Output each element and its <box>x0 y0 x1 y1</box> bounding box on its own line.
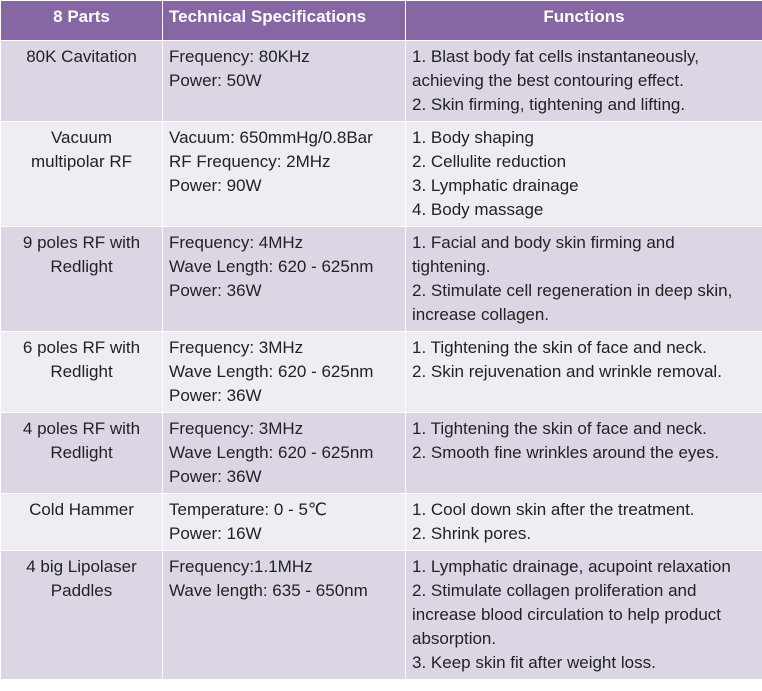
spec-line: Power: 16W <box>169 524 262 543</box>
spec-line: Power: 36W <box>169 467 262 486</box>
part-cell <box>1 413 163 494</box>
table-row <box>1 494 762 551</box>
functions-cell <box>406 41 762 122</box>
functions-cell <box>406 551 762 680</box>
specs-cell <box>163 494 406 551</box>
spec-line: Frequency: 80KHz <box>169 47 310 66</box>
table-row <box>1 551 762 680</box>
specs-cell <box>163 332 406 413</box>
function-line: 1. Cool down skin after the treatment. <box>412 500 695 519</box>
part-cell <box>1 227 163 332</box>
part-cell <box>1 122 163 227</box>
header-specs: Technical Specifications <box>163 1 406 41</box>
functions-cell <box>406 494 762 551</box>
part-line: 80K Cavitation <box>26 47 137 66</box>
function-line: 2. Skin firming, tightening and lifting. <box>412 95 686 114</box>
functions-cell <box>406 227 762 332</box>
spec-line: Power: 36W <box>169 281 262 300</box>
part-cell <box>1 494 163 551</box>
functions-cell <box>406 332 762 413</box>
function-line: 1. Body shaping <box>412 128 534 147</box>
spec-line: Power: 50W <box>169 71 262 90</box>
part-line: Paddles <box>50 581 113 600</box>
part-line: 9 poles RF with <box>22 233 141 252</box>
specs-cell <box>163 551 406 680</box>
spec-line: Frequency:1.1MHz <box>169 557 313 576</box>
part-cell <box>1 41 163 122</box>
function-line: 2. Cellulite reduction <box>412 152 567 171</box>
table-row <box>1 332 762 413</box>
function-line: 2. Stimulate cell regeneration in deep skin, increase collagen. <box>412 281 733 324</box>
part-cell <box>1 332 163 413</box>
specs-cell <box>163 227 406 332</box>
function-line: 2. Shrink pores. <box>412 524 532 543</box>
table-row <box>1 227 762 332</box>
spec-line: RF Frequency: 2MHz <box>169 152 331 171</box>
spec-line: Wave Length: 620 - 625nm <box>169 257 374 276</box>
function-line: 2. Stimulate collagen proliferation and increase blood circulation to help product absorption. <box>412 581 722 648</box>
function-line: 1. Tightening the skin of face and neck. <box>412 338 707 357</box>
table-row <box>1 413 762 494</box>
table-row <box>1 122 762 227</box>
table-row <box>1 41 762 122</box>
spec-line: Temperature: 0 - 5℃ <box>169 500 327 519</box>
spec-line: Frequency: 4MHz <box>169 233 304 252</box>
function-line: 1. Lymphatic drainage, acupoint relaxation <box>412 557 731 576</box>
part-line: 4 big Lipolaser <box>26 557 137 576</box>
specs-cell <box>163 413 406 494</box>
part-line: Redlight <box>50 257 113 276</box>
part-line: Vacuum <box>50 128 113 147</box>
specs-cell <box>163 122 406 227</box>
spec-line: Frequency: 3MHz <box>169 419 304 438</box>
function-line: 2. Skin rejuvenation and wrinkle removal. <box>412 362 722 381</box>
functions-cell <box>406 413 762 494</box>
spec-line: Power: 36W <box>169 386 262 405</box>
part-line: Redlight <box>50 362 113 381</box>
specs-cell <box>163 41 406 122</box>
function-line: 1. Tightening the skin of face and neck. <box>412 419 707 438</box>
part-line: Redlight <box>50 443 113 462</box>
spec-line: Wave Length: 620 - 625nm <box>169 443 374 462</box>
function-line: 3. Lymphatic drainage <box>412 176 579 195</box>
header-functions: Functions <box>406 1 762 41</box>
function-line: 3. Keep skin fit after weight loss. <box>412 653 656 672</box>
function-line: 1. Facial and body skin firming and tightening. <box>412 233 675 276</box>
function-line: 4. Body massage <box>412 200 544 219</box>
header-parts: 8 Parts <box>1 1 163 41</box>
spec-line: Wave Length: 620 - 625nm <box>169 362 374 381</box>
part-line: 6 poles RF with <box>22 338 141 357</box>
part-line: 4 poles RF with <box>22 419 141 438</box>
spec-line: Frequency: 3MHz <box>169 338 304 357</box>
header-row <box>1 1 762 41</box>
spec-line: Power: 90W <box>169 176 262 195</box>
spec-line: Vacuum: 650mmHg/0.8Bar <box>169 128 373 147</box>
functions-cell <box>406 122 762 227</box>
part-line: multipolar RF <box>30 152 133 171</box>
part-line: Cold Hammer <box>29 500 134 519</box>
spec-line: Wave length: 635 - 650nm <box>169 581 368 600</box>
function-line: 1. Blast body fat cells instantaneously, achieving the best contouring effect. <box>412 47 699 90</box>
part-cell <box>1 551 163 680</box>
function-line: 2. Smooth fine wrinkles around the eyes. <box>412 443 720 462</box>
